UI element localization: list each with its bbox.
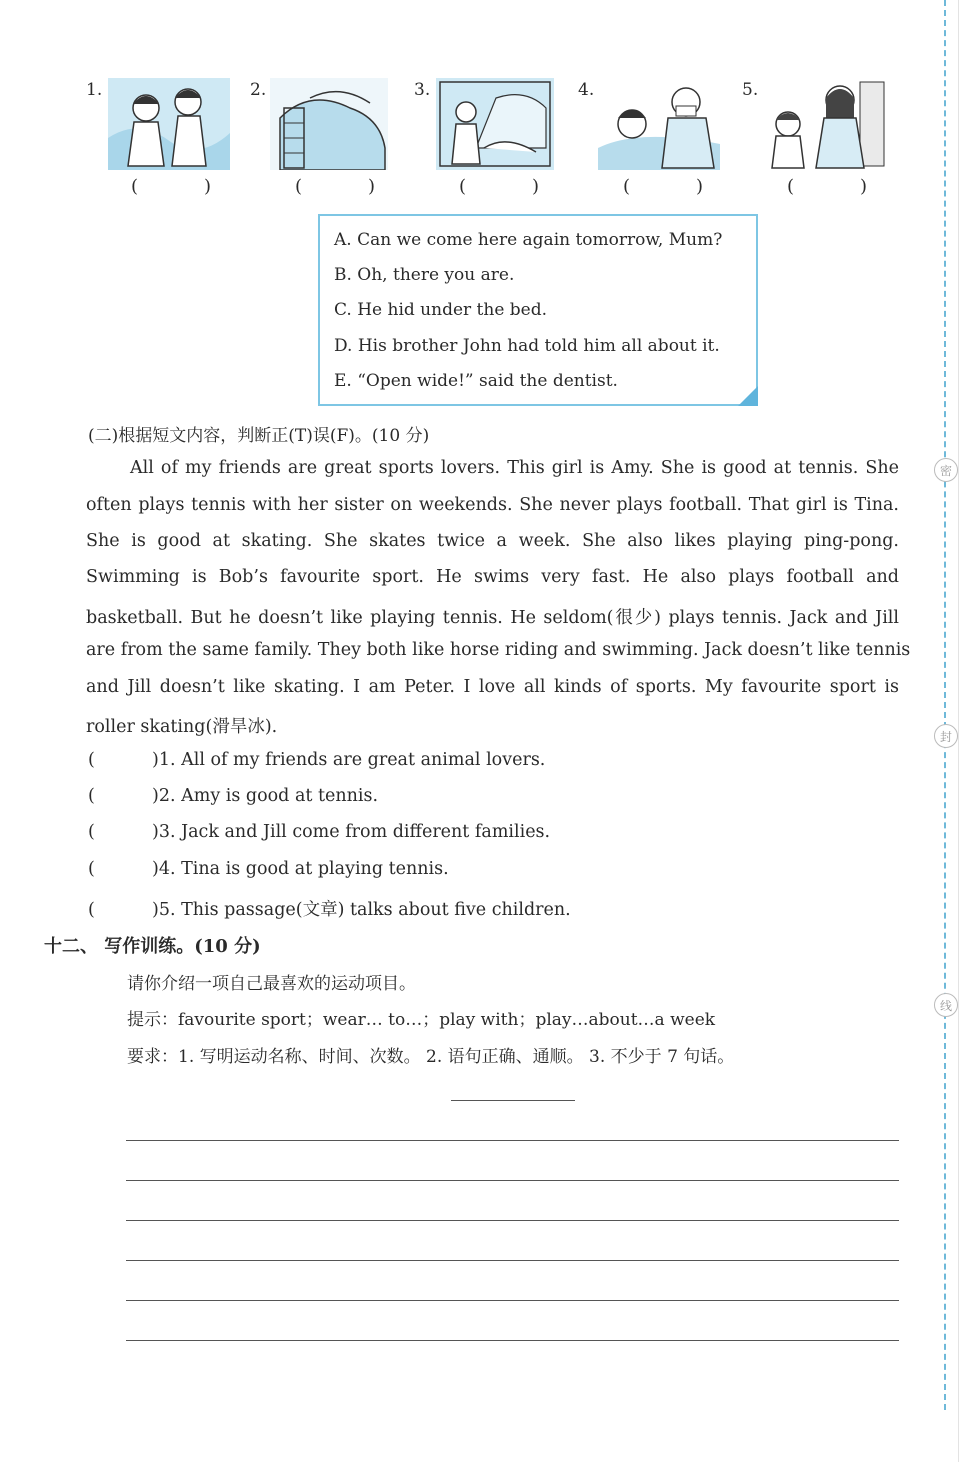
answer-blank[interactable]	[459, 176, 539, 197]
margin-seal-xian: 线	[934, 993, 958, 1017]
answer-blank[interactable]	[295, 176, 375, 197]
passage-line: roller skating(滑旱冰).	[86, 717, 278, 737]
paren-close: )	[203, 176, 211, 197]
passage-line: are from the same family. They both like horse riding and swimming. Jack doesn’t like tennis	[86, 640, 911, 660]
picture-number: 2.	[250, 80, 267, 100]
passage-line: often plays tennis with her sister on weekends. She never plays football. That girl is Tina.	[86, 495, 899, 515]
option-a: A. Can we come here again tomorrow, Mum?	[334, 230, 723, 250]
paren-open: (	[88, 822, 95, 842]
picture-dentist-illustration	[598, 78, 720, 170]
paren-close: )	[367, 176, 375, 197]
title-blank-line[interactable]	[451, 1100, 575, 1101]
paren-open: (	[787, 176, 795, 197]
picture-number: 1.	[86, 80, 103, 100]
tf-question-2[interactable]	[88, 786, 378, 806]
paren-close: )	[531, 176, 539, 197]
binding-dashed-line	[944, 0, 946, 1410]
answer-blank[interactable]	[787, 176, 867, 197]
passage-line: All of my friends are great sports lovers. This girl is Amy. She is good at tennis. She	[130, 458, 899, 478]
paren-close: )	[695, 176, 703, 197]
picture-bedroom-illustration	[436, 78, 554, 170]
option-d: D. His brother John had told him all about it.	[334, 336, 720, 356]
paren-open: (	[131, 176, 139, 197]
paren-open: (	[623, 176, 631, 197]
picture-two-boys-illustration	[108, 78, 230, 170]
margin-seal-mi: 密	[934, 458, 958, 482]
writing-instruction: 请你介绍一项自己最喜欢的运动项目。	[127, 974, 416, 994]
passage-line: Swimming is Bob’s favourite sport. He swims very fast. He also plays football and	[86, 567, 899, 587]
answer-blank[interactable]	[623, 176, 703, 197]
paren-open: (	[88, 786, 95, 806]
section-12-heading: 十二、 写作训练。(10 分)	[44, 936, 261, 957]
passage-line: basketball. But he doesn’t like playing tennis. He seldom(很少) plays tennis. Jack and Jill	[86, 608, 899, 628]
writing-line[interactable]	[126, 1340, 899, 1341]
paren-open: (	[88, 859, 95, 879]
tf-question-5[interactable]	[88, 896, 571, 921]
passage-line: and Jill doesn’t like skating. I am Peter. I love all kinds of sports. My favourite sport is	[86, 677, 899, 697]
question-text: )4. Tina is good at playing tennis.	[152, 859, 449, 879]
picture-number: 4.	[578, 80, 595, 100]
page-fold-corner	[738, 386, 758, 406]
tf-question-3[interactable]	[88, 822, 550, 842]
picture-number: 5.	[742, 80, 759, 100]
option-c: C. He hid under the bed.	[334, 300, 548, 320]
writing-requirement: 要求：1. 写明运动名称、时间、次数。 2. 语句正确、通顺。 3. 不少于 7 句话。	[127, 1047, 735, 1067]
writing-line[interactable]	[126, 1300, 899, 1301]
paren-open: (	[295, 176, 303, 197]
paren-open: (	[88, 900, 95, 920]
writing-line[interactable]	[126, 1140, 899, 1141]
paren-close: )	[859, 176, 867, 197]
question-text: )2. Amy is good at tennis.	[152, 786, 379, 806]
passage-line: She is good at skating. She skates twice a week. She also likes playing ping-pong.	[86, 531, 899, 551]
option-e: E. “Open wide!” said the dentist.	[334, 371, 618, 391]
paren-open: (	[459, 176, 467, 197]
writing-hint: 提示：favourite sport；wear… to…；play with；play…about…a week	[127, 1010, 716, 1030]
writing-line[interactable]	[126, 1180, 899, 1181]
picture-mum-and-boy-illustration	[764, 78, 886, 170]
question-text: )5. This passage(文章) talks about five children.	[152, 900, 571, 920]
writing-line[interactable]	[126, 1260, 899, 1261]
paren-open: (	[88, 750, 95, 770]
question-text: )1. All of my friends are great animal lovers.	[152, 750, 546, 770]
picture-number: 3.	[414, 80, 431, 100]
options-box	[318, 214, 758, 406]
section-2-heading: (二)根据短文内容，判断正(T)误(F)。(10 分)	[88, 426, 430, 446]
option-b: B. Oh, there you are.	[334, 265, 515, 285]
answer-blank[interactable]	[131, 176, 211, 197]
question-text: )3. Jack and Jill come from different families.	[152, 822, 551, 842]
margin-seal-feng: 封	[934, 724, 958, 748]
tf-question-1[interactable]	[88, 750, 545, 770]
page-edge	[958, 0, 959, 1462]
picture-bed-hiding-illustration	[270, 78, 388, 170]
tf-question-4[interactable]	[88, 859, 449, 879]
writing-line[interactable]	[126, 1220, 899, 1221]
